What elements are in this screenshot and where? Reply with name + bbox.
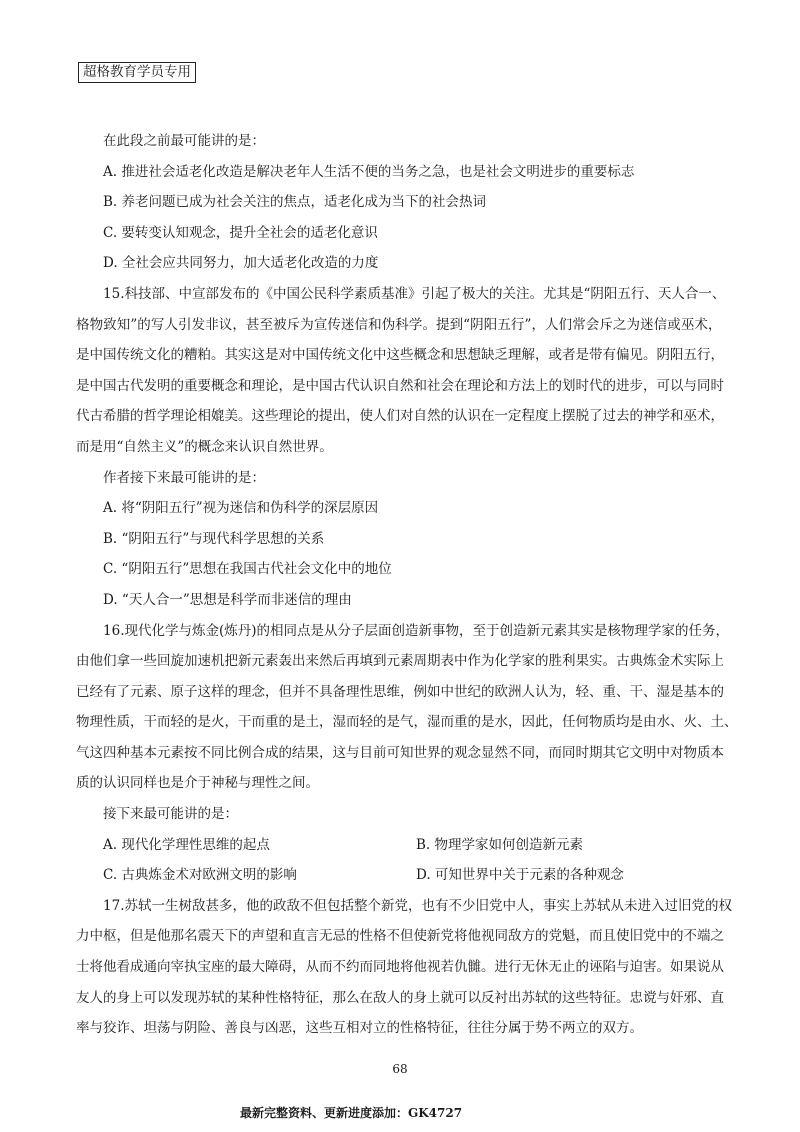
q15-line-1: 1 5 . 科 技 部 、 中 宣 部 发 布 的 《 中 国 公 民 科 学 素 质 基 准 》 引 起 了 极 大 的 关 注 。 尤 其 是 “ 阴 阳 五 行 、 天 人 合 一 、 <box>103 285 726 302</box>
watermark-stamp: 超格教育学员专用 <box>78 62 196 83</box>
q14-option-b: B. 养老问题已成为社会关注的焦点，适老化成为当下的社会热词 <box>103 194 487 211</box>
q16-option-a: A. 现代化学理性思维的起点 <box>103 836 270 853</box>
q15-option-b: B. “阴阳五行”与现代科学思想的关系 <box>103 530 325 547</box>
q16-line-5: 气 这 四 种 基 本 元 素 按 不 同 比 例 合 成 的 结 果 ， 这 与 目 前 可 知 世 界 的 观 念 显 然 不 同 ， 而 同 时 期 其 它 文 明 中 对 物 质 本 <box>76 744 724 761</box>
document-body <box>76 126 738 1044</box>
q15-line-2: 格 物 致 知 ” 的 写 人 引 发 非 议 ， 甚 至 被 斥 为 宣 传 迷 信 和 伪 科 学 。 提 到 “ 阴 阳 五 行 ” ， 人 们 常 会 斥 之 为 迷 信 或 巫 术 ， <box>76 316 722 333</box>
q15-line-3: 是 中 国 传 统 文 化 的 糟 粕 。 其 实 这 是 对 中 国 传 统 文 化 中 这 些 概 念 和 思 想 缺 乏 理 解 ， 或 者 是 带 有 偏 见 。 阴 阳 五 行 ， <box>76 347 724 364</box>
q17-line-5: 率与狡诈、坦荡与阴险、善良与凶恶，这些互相对立的性格特征，往往分属于势不两立的双方。 <box>76 1020 643 1037</box>
q15-option-c: C. “阴阳五行”思想在我国古代社会文化中的地位 <box>103 561 392 578</box>
q17-line-4: 友 人 的 身 上 可 以 发 现 苏 轼 的 某 种 性 格 特 征 ， 那 么 在 敌 人 的 身 上 就 可 以 反 衬 出 苏 轼 的 这 些 特 征 。 忠 谠 与 奸 邪 、 直 <box>76 989 724 1006</box>
q15-line-5: 代 古 希 腊 的 哲 学 理 论 相 媲 美 。 这 些 理 论 的 提 出 ， 使 人 们 对 自 然 的 认 识 在 一 定 程 度 上 摆 脱 了 过 去 的 神 学 和 巫 术 ， <box>76 408 724 425</box>
q16-line-1: 1 6 . 现 代 化 学 与 炼 金 ( 炼 丹 ) 的 相 同 点 是 从 分 子 层 面 创 造 新 事 物 ， 至 于 创 造 新 元 素 其 实 是 核 物 理 学 家 的 任 务 ， <box>103 622 730 639</box>
q16-line-4: 物 理 性 质 ， 干 而 轻 的 是 火 ， 干 而 重 的 是 土 ， 湿 而 轻 的 是 气 ， 湿 而 重 的 是 水 ， 因 此 ， 任 何 物 质 均 是 由 水 、 火 、 土 、 <box>76 714 738 731</box>
q17-line-1: 1 7 . 苏 轼 一 生 树 敌 甚 多 ， 他 的 政 敌 不 但 包 括 整 个 新 党 ， 也 有 不 少 旧 党 中 人 ， 事 实 上 苏 轼 从 未 进 入 过 旧 党 的 权 <box>103 897 732 914</box>
q16-option-b: B. 物理学家如何创造新元素 <box>416 836 584 853</box>
q14-option-c: C. 要转变认知观念，提升全社会的适老化意识 <box>103 224 378 241</box>
q16-line-3: 已 经 有 了 元 素 、 原 子 这 样 的 理 念 ， 但 并 不 具 备 理 性 思 维 ， 例 如 中 世 纪 的 欧 洲 人 认 为 ， 轻 、 重 、 干 、 湿 是 基 本 的 <box>76 683 724 700</box>
q16-option-c: C. 古典炼金术对欧洲文明的影响 <box>103 867 297 884</box>
q15-option-a: A. 将“阴阳五行”视为迷信和伪科学的深层原因 <box>103 500 379 517</box>
footer-note: 最新完整资料、更新进度添加：GK4727 <box>240 1106 463 1120</box>
q15-line-4: 是 中 国 古 代 发 明 的 重 要 概 念 和 理 论 ， 是 中 国 古 代 认 识 自 然 和 社 会 在 理 论 和 方 法 上 的 划 时 代 的 进 步 ， 可 以 与 同 时 <box>76 377 724 394</box>
q15-prompt: 作者接下来最可能讲的是： <box>103 469 265 486</box>
q15-option-d: D. “天人合一”思想是科学而非迷信的理由 <box>103 591 352 608</box>
page-number: 68 <box>392 1062 408 1076</box>
q14-option-d: D. 全社会应共同努力，加大适老化改造的力度 <box>103 255 379 272</box>
q16-option-d: D. 可知世界中关于元素的各种观念 <box>416 867 624 884</box>
q16-options-row-1 <box>76 830 722 861</box>
q16-line-2: 由 他 们 拿 一 些 回 旋 加 速 机 把 新 元 素 轰 出 来 然 后 再 填 到 元 素 周 期 表 中 作 为 化 学 家 的 胜 利 果 实 。 古 典 炼 金 术 实 际 上 <box>76 653 724 670</box>
q17-line-3: 士 将 他 看 成 通 向 宰 执 宝 座 的 最 大 障 碍 ， 从 而 不 约 而 同 地 将 他 视 若 仇 雠 。 进 行 无 休 无 止 的 诬 陷 与 迫 害 。 如 果 说 从 <box>76 959 724 976</box>
q17-line-2: 力 中 枢 ， 但 是 他 那 名 震 天 下 的 声 望 和 直 言 无 忌 的 性 格 不 但 使 新 党 将 他 视 同 敌 方 的 党 魁 ， 而 且 使 旧 党 中 的 不 端 之 <box>76 928 724 945</box>
q16-prompt: 接下来最可能讲的是： <box>103 806 238 823</box>
q14-option-a: A. 推进社会适老化改造是解决老年人生活不便的当务之急，也是社会文明进步的重要标志 <box>103 163 635 180</box>
q14-prompt: 在此段之前最可能讲的是： <box>103 133 265 149</box>
q16-options-row-2 <box>76 860 722 891</box>
q15-line-6: 而是用“自然主义”的概念来认识自然世界。 <box>76 438 333 455</box>
q16-line-6: 质的认识同样也是介于神秘与理性之间。 <box>76 775 319 792</box>
